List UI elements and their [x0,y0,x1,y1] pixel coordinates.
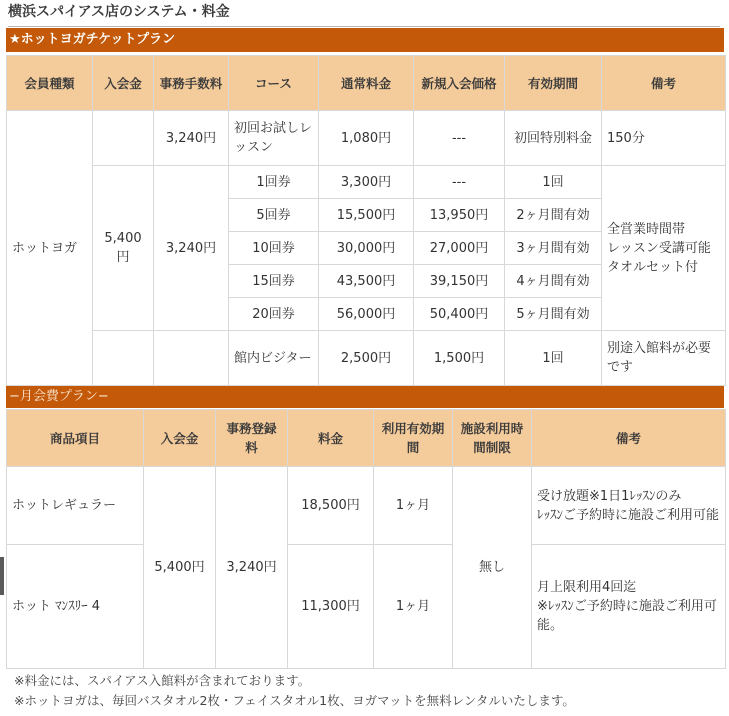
header-validity: 有効期間 [505,56,602,111]
ticket-new-price: --- [414,166,505,199]
monthly-admin-fee: 3,240円 [216,467,288,669]
visitor-new-price: 1,500円 [414,331,505,386]
ticket-new-price: 39,150円 [414,265,505,298]
trial-validity: 初回特別料金 [505,111,602,166]
remark-line: 受け放題※1日1ﾚｯｽﾝのみ [537,488,682,504]
remark-line: タオルセット付 [607,259,699,275]
header-admin-fee: 事務手数料 [154,56,229,111]
ticket-course: 20回券 [229,298,319,331]
page-title: 横浜スパイアス店のシステム・料金 [8,2,720,27]
visitor-course: 館内ビジター [229,331,319,386]
remark-line: レッスン受講可能 [607,240,711,256]
header-remarks: 備考 [532,410,726,467]
ticket-validity: 2ヶ月間有効 [505,199,602,232]
monthly-entry-fee: 5,400円 [144,467,216,669]
empty-cell [93,331,154,386]
ticket-new-price: 13,950円 [414,199,505,232]
visitor-remarks: 別途入館料が必要です [602,331,726,386]
monthly-plan-heading: −月会費プラン− [6,386,724,408]
scroll-indicator [0,557,4,595]
ticket-regular: 43,500円 [319,265,414,298]
empty-cell [93,111,154,166]
remark-line: 全営業時間帯 [607,221,686,237]
plan-period: 1ヶ月 [374,467,453,545]
remark-line: 月上限利用4回迄 [537,580,637,595]
header-entry-fee: 入会金 [93,56,154,111]
visitor-validity: 1回 [505,331,602,386]
member-type-cell: ホットヨガ [7,111,93,386]
plan-price: 18,500円 [288,467,374,545]
plan-item: ホットレギュラー [7,467,144,545]
trial-new-price: --- [414,111,505,166]
tickets-admin-fee: 3,240円 [154,166,229,331]
ticket-regular: 30,000円 [319,232,414,265]
plan-price: 11,300円 [288,545,374,669]
plan-period: 1ヶ月 [374,545,453,669]
trial-admin-fee: 3,240円 [154,111,229,166]
trial-remarks: 150分 [602,111,726,166]
ticket-validity: 5ヶ月間有効 [505,298,602,331]
ticket-new-price: 50,400円 [414,298,505,331]
header-regular-price: 通常料金 [319,56,414,111]
note-line: ※料金には、スパイアス入館料が含まれております。 [14,673,311,688]
tickets-remarks [602,166,726,331]
plan-remarks [532,545,726,669]
ticket-regular: 3,300円 [319,166,414,199]
header-item: 商品項目 [7,410,144,467]
empty-cell [154,331,229,386]
header-remarks: 備考 [602,56,726,111]
table-row [7,166,726,199]
monthly-plan-table [6,409,726,669]
header-entry-fee: 入会金 [144,410,216,467]
header-member-type: 会員種類 [7,56,93,111]
ticket-validity: 3ヶ月間有効 [505,232,602,265]
ticket-course: 5回券 [229,199,319,232]
trial-regular: 1,080円 [319,111,414,166]
header-new-price: 新規入会価格 [414,56,505,111]
header-admin-fee: 事務登録料 [216,410,288,467]
ticket-regular: 56,000円 [319,298,414,331]
ticket-course: 1回券 [229,166,319,199]
header-course: コース [229,56,319,111]
ticket-course: 15回券 [229,265,319,298]
ticket-plan-heading: ★ホットヨガチケットプラン [6,28,724,52]
ticket-validity: 4ヶ月間有効 [505,265,602,298]
header-facility-limit: 施設利用時間制限 [453,410,532,467]
header-period: 利用有効期間 [374,410,453,467]
note-line: ※ホットヨガは、毎回バスタオル2枚・フェイスタオル1枚、ヨガマットを無料レンタルいたします。 [14,693,575,708]
plan-remarks [532,467,726,545]
table-row [7,545,726,669]
ticket-plan-table [6,55,726,386]
tickets-entry-fee: 5,400円 [93,166,154,331]
table-row [7,111,726,166]
remark-line: ﾚｯｽﾝご予約時に施設ご利用可能 [537,507,720,523]
facility-limit: 無し [453,467,532,669]
visitor-regular: 2,500円 [319,331,414,386]
table-row [7,331,726,386]
ticket-validity: 1回 [505,166,602,199]
ticket-course: 10回券 [229,232,319,265]
plan-item: ホット ﾏﾝｽﾘｰ 4 [7,545,144,669]
trial-course: 初回お試しレッスン [229,111,319,166]
ticket-regular: 15,500円 [319,199,414,232]
header-price: 料金 [288,410,374,467]
remark-line: ※ﾚｯｽﾝご予約時に施設ご利用可能。 [537,599,717,633]
table-row [7,467,726,545]
ticket-new-price: 27,000円 [414,232,505,265]
